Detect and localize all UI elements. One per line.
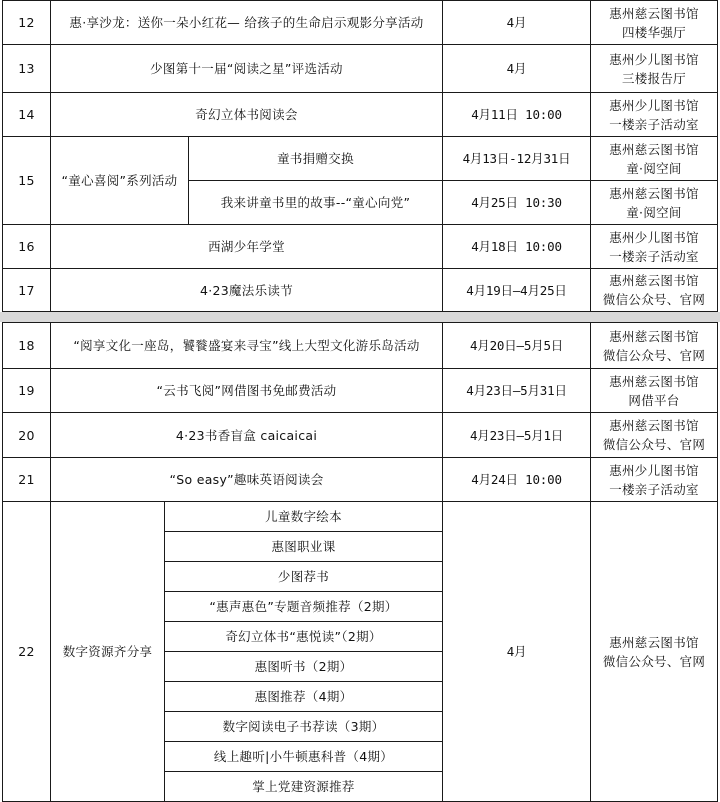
venue-line: 惠州慈云图书馆 <box>609 141 699 157</box>
venue-line: 微信公众号、官网 <box>602 347 706 363</box>
table-row <box>3 458 718 502</box>
list-item: 惠图推荐（4期） <box>165 682 442 712</box>
venue-line: 惠州慈云图书馆 <box>609 273 699 288</box>
venue-line: 童·阅空间 <box>626 160 682 176</box>
page-break <box>0 312 720 322</box>
list-item: 数字阅读电子书荐读（3期） <box>165 712 442 742</box>
activity-name: 西湖少年学堂 <box>51 225 443 269</box>
activity-date: 4月23日—5月31日 <box>443 369 591 413</box>
row-number: 22 <box>3 502 51 802</box>
activity-venue <box>591 458 718 502</box>
table-row <box>3 502 718 802</box>
table-row <box>3 269 718 312</box>
activity-name: 惠·享沙龙：送你一朵小红花— 给孩子的生命启示观影分享活动 <box>51 1 443 45</box>
row-number: 13 <box>3 45 51 93</box>
activity-venue <box>591 502 718 802</box>
list-item: “惠声惠色”专题音频推荐（2期） <box>165 592 442 622</box>
venue-line: 惠州慈云图书馆 <box>609 634 699 650</box>
activity-name: 4·23魔法乐读节 <box>51 269 443 312</box>
venue-line: 惠州慈云图书馆 <box>609 328 699 344</box>
venue-line: 三楼报告厅 <box>621 70 686 86</box>
table-row <box>3 369 718 413</box>
activity-venue <box>591 137 718 181</box>
row-number: 17 <box>3 269 51 312</box>
row-number: 21 <box>3 458 51 502</box>
activity-venue <box>591 323 718 369</box>
table-row <box>3 413 718 458</box>
row-number: 18 <box>3 323 51 369</box>
list-item: 惠图职业课 <box>165 532 442 562</box>
list-item: 奇幻立体书“惠悦读”（2期） <box>165 622 442 652</box>
activity-date: 4月 <box>443 1 591 45</box>
list-item: 儿童数字绘本 <box>165 502 442 532</box>
activity-name: “阅享文化一座岛，饕餮盛宴来寻宝”线上大型文化游乐岛活动 <box>51 323 443 369</box>
list-item: 线上趣听|小牛顿惠科普（4期） <box>165 742 442 772</box>
venue-line: 微信公众号、官网 <box>602 653 706 669</box>
activity-date: 4月 <box>443 45 591 93</box>
item-list <box>165 502 442 801</box>
activity-venue <box>591 225 718 269</box>
activity-name: 奇幻立体书阅读会 <box>51 93 443 137</box>
activity-date: 4月25日 10:30 <box>443 181 591 225</box>
activity-venue <box>591 1 718 45</box>
table-row <box>3 93 718 137</box>
row-number: 15 <box>3 137 51 225</box>
list-item: 掌上党建资源推荐 <box>252 779 355 794</box>
activity-name: “云书飞阅”网借图书免邮费活动 <box>51 369 443 413</box>
table-row <box>3 1 718 45</box>
activity-date: 4月13日-12月31日 <box>443 137 591 181</box>
activity-date: 4月 <box>443 502 591 802</box>
activity-venue <box>591 269 718 312</box>
activity-name: 童书捐赠交换 <box>189 137 443 181</box>
venue-line: 网借平台 <box>628 392 680 408</box>
activity-date: 4月24日 10:00 <box>443 458 591 502</box>
activity-name: 少图第十一届“阅读之星”评选活动 <box>51 45 443 93</box>
table-row <box>3 225 718 269</box>
venue-line: 惠州少儿图书馆 <box>609 97 699 113</box>
list-item: 少图荐书 <box>165 562 442 592</box>
activity-venue <box>591 45 718 93</box>
venue-line: 四楼华强厅 <box>621 24 686 40</box>
venue-line: 惠州慈云图书馆 <box>609 185 699 201</box>
activity-name: 我来讲童书里的故事--“童心向党” <box>189 181 443 225</box>
activity-date: 4月20日—5月5日 <box>443 323 591 369</box>
table-row <box>3 137 718 181</box>
venue-line: 惠州慈云图书馆 <box>609 373 699 389</box>
activity-table-part1 <box>2 0 718 312</box>
row-number: 12 <box>3 1 51 45</box>
venue-line: 一楼亲子活动室 <box>609 481 699 497</box>
venue-line: 微信公众号、官网 <box>602 292 706 307</box>
activity-date: 4月18日 10:00 <box>443 225 591 269</box>
activity-name: “So easy”趣味英语阅读会 <box>51 458 443 502</box>
venue-line: 惠州慈云图书馆 <box>609 5 699 21</box>
activity-date: 4月11日 10:00 <box>443 93 591 137</box>
row-number: 16 <box>3 225 51 269</box>
row-number: 20 <box>3 413 51 458</box>
venue-line: 微信公众号、官网 <box>602 437 706 452</box>
table-row <box>3 45 718 93</box>
activity-name: 4·23书香盲盒 caicaicai <box>51 413 443 458</box>
row-number: 14 <box>3 93 51 137</box>
list-item: 惠图听书（2期） <box>165 652 442 682</box>
activity-venue <box>591 93 718 137</box>
table-row <box>3 323 718 369</box>
activity-date: 4月23日—5月1日 <box>443 413 591 458</box>
venue-line: 惠州少儿图书馆 <box>609 51 699 67</box>
venue-line: 童·阅空间 <box>626 204 682 220</box>
venue-line: 惠州少儿图书馆 <box>609 229 699 245</box>
activity-venue <box>591 181 718 225</box>
venue-line: 一楼亲子活动室 <box>609 116 699 132</box>
venue-line: 惠州慈云图书馆 <box>609 418 699 433</box>
category-name: 数字资源齐分享 <box>51 502 165 802</box>
activity-table-part2 <box>2 322 718 802</box>
row-number: 19 <box>3 369 51 413</box>
item-list-cell <box>165 502 443 802</box>
activity-venue <box>591 369 718 413</box>
venue-line: 惠州少儿图书馆 <box>609 462 699 478</box>
activity-venue <box>591 413 718 458</box>
activity-date: 4月19日—4月25日 <box>443 269 591 312</box>
series-name: “童心喜阅”系列活动 <box>51 137 189 225</box>
venue-line: 一楼亲子活动室 <box>609 248 699 264</box>
